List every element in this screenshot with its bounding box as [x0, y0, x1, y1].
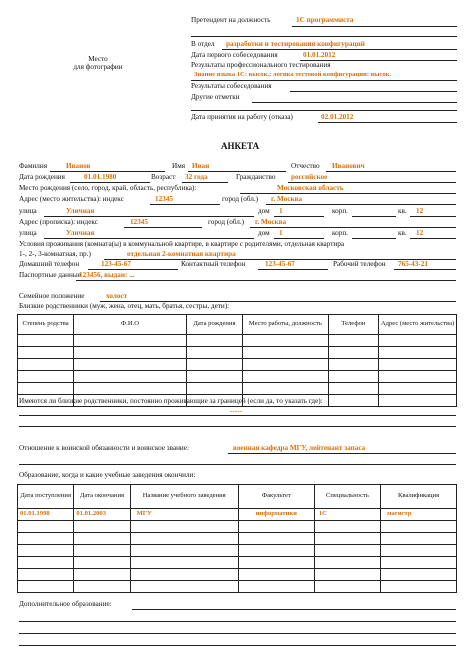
age-field[interactable]: 32 года: [185, 173, 208, 181]
table-row[interactable]: [18, 335, 457, 347]
reg-street-label: улица: [19, 229, 37, 237]
passport-label: Паспортные данные: [19, 271, 81, 279]
contact-phone-field[interactable]: 123-45-67: [265, 260, 295, 268]
citizenship-field[interactable]: российское: [291, 173, 328, 181]
table-row[interactable]: [18, 347, 457, 359]
edu-col-start: Дата поступления: [18, 485, 74, 509]
apt-field[interactable]: 12: [416, 207, 424, 215]
index-field[interactable]: 12345: [155, 195, 173, 203]
street-label: улица: [19, 207, 37, 215]
edu-cell-specialty[interactable]: 1С: [314, 509, 380, 521]
edu-col-end: Дата окончания: [74, 485, 130, 509]
edu-col-faculty: Факультет: [238, 485, 314, 509]
birthdate-label: Дата рождения: [19, 173, 65, 181]
reg-city-label: город (обл.): [208, 218, 245, 226]
first-interview-label: Дата первого собеседования: [191, 51, 278, 59]
house-field[interactable]: 1: [279, 207, 283, 215]
table-row[interactable]: [18, 521, 457, 533]
table-row[interactable]: [18, 557, 457, 569]
edu-col-specialty: Специальность: [314, 485, 380, 509]
reg-apt-label: кв.: [398, 229, 407, 237]
work-phone-field[interactable]: 765-43-21: [398, 260, 428, 268]
reg-city-field[interactable]: г. Москва: [255, 218, 287, 226]
edu-cell-start[interactable]: 01.01.1998: [18, 509, 74, 521]
age-label: Возраст: [151, 173, 176, 181]
edu-cell-faculty[interactable]: информатики: [238, 509, 314, 521]
photo-label-line1: Место: [88, 55, 108, 63]
reg-house-label: дом: [258, 229, 270, 237]
edu-cell-qualification[interactable]: магистр: [381, 509, 457, 521]
dept-value[interactable]: разработки и тестирования конфигураций: [226, 40, 365, 48]
extra-education-label: Дополнительное образование:: [19, 600, 112, 608]
patronymic-field[interactable]: Иванович: [332, 162, 365, 170]
candidate-value[interactable]: 1С программиста: [296, 16, 354, 24]
home-phone-label: Домашний телефон: [19, 260, 80, 268]
name-field[interactable]: Иван: [192, 162, 210, 170]
house-label: дом: [258, 207, 270, 215]
contact-phone-label: Контактный телефон: [181, 260, 246, 268]
education-label: Образование, когда и какие учебные заведения окончили:: [19, 471, 196, 479]
candidate-label: Претендент на должность: [191, 16, 271, 24]
living-conditions-label-2: 1-, 2-, 3-комнатная, пр.): [19, 250, 91, 258]
relatives-col-workplace: Место работы, должность: [243, 315, 329, 335]
corp-label: корп.: [332, 207, 348, 215]
reg-address-label: Адрес (прописка): индекс: [19, 218, 98, 226]
home-phone-field[interactable]: 123-45-67: [101, 260, 131, 268]
interview-results-label: Результаты собеседования: [191, 82, 272, 90]
passport-field[interactable]: 123456, выдан: ...: [79, 271, 135, 279]
abroad-relatives-label: Имеются ли близкие родственники, постоянно проживающие за границей (если да, то указать где):: [19, 397, 323, 405]
hire-date-label: Дата принятия на работу (отказа): [191, 113, 293, 121]
hire-date-value[interactable]: 02.01.2012: [321, 113, 354, 121]
reg-street-field[interactable]: Уличная: [66, 229, 95, 237]
relatives-col-address: Адрес (место жительства): [379, 315, 457, 335]
work-phone-label: Рабочий телефон: [333, 260, 386, 268]
relatives-col-birthdate: Дата рождения: [186, 315, 242, 335]
relatives-col-name: Ф.И.О: [74, 315, 187, 335]
reg-index-field[interactable]: 12345: [130, 218, 148, 226]
dept-label: В отдел: [191, 40, 215, 48]
edu-col-qualification: Квалификация: [381, 485, 457, 509]
street-field[interactable]: Уличная: [66, 207, 95, 215]
surname-label: Фамилия: [19, 162, 48, 170]
citizenship-label: Гражданство: [236, 173, 276, 181]
edu-col-institution: Название учебного заведения: [130, 485, 238, 509]
education-header-row: [18, 485, 457, 509]
table-row[interactable]: [18, 509, 457, 521]
table-row[interactable]: [18, 533, 457, 545]
relatives-col-relation: Степень родства: [18, 315, 74, 335]
surname-field[interactable]: Иванов: [66, 162, 91, 170]
form-title: АНКЕТА: [221, 141, 260, 151]
edu-cell-end[interactable]: 01.01.2003: [74, 509, 130, 521]
table-row[interactable]: [18, 569, 457, 581]
photo-placeholder: [68, 56, 128, 72]
table-row[interactable]: [18, 371, 457, 383]
relatives-header-row: [18, 315, 457, 335]
relatives-table: [17, 314, 457, 407]
education-table: [17, 484, 457, 593]
reg-house-field[interactable]: 1: [279, 229, 283, 237]
table-row[interactable]: [18, 383, 457, 395]
first-interview-value[interactable]: 01.01.2012: [303, 51, 336, 59]
relatives-col-phone: Телефон: [328, 315, 378, 335]
birthplace-field[interactable]: Московская область: [277, 184, 344, 192]
military-label: Отношение к воинской обязанности и воинское звание:: [19, 444, 189, 452]
name-label: Имя: [172, 162, 186, 170]
table-row[interactable]: [18, 359, 457, 371]
address-label: Адрес (место жительства): индекс: [19, 195, 124, 203]
city-label: город (обл.): [222, 195, 259, 203]
military-field[interactable]: военная кафедра МГУ, лейтенант запаса: [233, 444, 366, 452]
birthplace-label: Место рождения (село, город, край, область, республика):: [19, 184, 197, 192]
abroad-relatives-field[interactable]: -----: [230, 407, 242, 415]
relatives-label: Близкие родственники (муж, жена, отец, мать, братья, сестры, дети):: [19, 302, 230, 310]
table-row[interactable]: [18, 545, 457, 557]
reg-corp-label: корп.: [332, 229, 348, 237]
photo-label-line2: для фотографии: [73, 62, 123, 71]
other-marks-label: Другие отметки: [191, 93, 240, 101]
city-field[interactable]: г. Москва: [271, 195, 303, 203]
living-conditions-label: Условия проживания (комната(ы) в коммунальной квартире, в квартире с родителями, отдельная квартира: [19, 240, 345, 248]
edu-cell-institution[interactable]: МГУ: [130, 509, 238, 521]
table-row[interactable]: [18, 581, 457, 593]
birthdate-field[interactable]: 01.01.1980: [84, 173, 117, 181]
test-results-label: Результаты профессионального тестирования: [191, 61, 331, 69]
patronymic-label: Отчество: [291, 162, 320, 170]
apt-label: кв.: [398, 207, 407, 215]
marital-status-field[interactable]: холост: [106, 292, 128, 300]
reg-apt-field[interactable]: 12: [416, 229, 424, 237]
test-results-value[interactable]: Знание языка 1С: высок.; логика тестовой конфигурации: высок.: [194, 71, 392, 78]
living-conditions-field[interactable]: отдельная 2-комнатная квартира: [127, 250, 236, 258]
marital-status-label: Семейное положение: [19, 292, 85, 300]
